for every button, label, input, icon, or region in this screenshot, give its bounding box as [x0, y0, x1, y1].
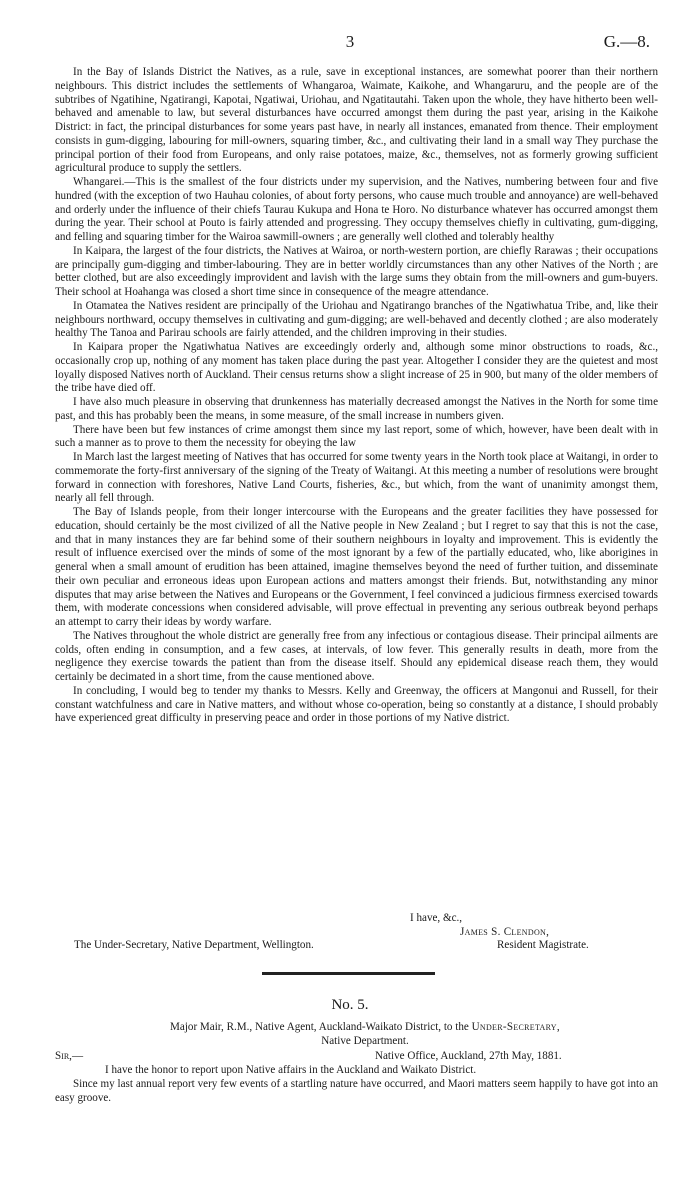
paragraph-conclusion: In concluding, I would beg to tender my thanks to Messrs. Kelly and Greenway, the officers at Mangonui and Russell, for their constant watchfulness and care in Native matters, and without whose co-operation, being so constantly at a distance, I should probably have experienced great difficulty in preserving peace and order in those portions of my Native district. — [55, 684, 658, 725]
addressee: The Under-Secretary, Native Department, Wellington. — [74, 939, 314, 951]
paragraph-kaipara-proper: In Kaipara proper the Ngatiwhatua Natives are exceedingly orderly and, although some minor obstructions to roads, &c., occasionally crop up, nothing of any moment has taken place during the past year. Altogether I consider they are the quietest and most loyally disposed Natives north of Auckland. Their census returns show a slight increase of 25 in 900, but many of the older members of the tribe have died off. — [55, 341, 658, 395]
paragraph-education: The Bay of Islands people, from their longer intercourse with the Europeans and the greater facilities they have possessed for education, should certainly be the most civilized of all the Native people in New Zealand ; but I regret to say that this is not the case, and that in many instances they are far behind some of their southern neighbours in loyalty and improvement. This is evidently the result of influence exercised over the minds of some of the most ignorant by a few of the partially educated, who, like aborigines in general when a small amount of erudition has been attained, imagine themselves beyond the need of further tuition, and disseminate their own peculiar and erroneous ideas upon European actions and matters amongst their friends. But, notwithstanding any minor disputes that may arise between the Natives and Europeans or the Government, I feel convinced a judicious firmness exercised towards them, with moderate concessions when considered advisable, will prove effectual in preventing any serious outbreak beyond perhaps an attempt to carry their ideas by wordy warfare. — [55, 506, 658, 628]
letter-sender: Major Mair, R.M., Native Agent, Auckland-Waikato District, to the — [170, 1021, 469, 1033]
letter-body — [55, 1064, 658, 1105]
letter-heading — [70, 1021, 660, 1049]
document-reference: G.—8. — [603, 32, 650, 51]
signatory-title: Resident Magistrate. — [497, 939, 589, 951]
page-number: 3 — [345, 32, 355, 51]
signature-closing: I have, &c., — [410, 912, 463, 924]
paragraph-kaipara: In Kaipara, the largest of the four districts, the Natives at Wairoa, or north-western portion, are chiefly Rarawas ; their occupations are principally gum-digging and timber-labouring. They are in better worldly circumstances than any other Natives of the North ; are better clothed, but are also exceedingly improvident and lavish with the large sums they obtain from the mill-owners and gum-buyers. Their school at Hoahanga was closed a short time since in consequence of the meagre attendance. — [55, 244, 658, 298]
paragraph-bay-of-islands: In the Bay of Islands District the Natives, as a rule, save in exceptional instances, are somewhat poorer than their northern neighbours. This district includes the settlements of Whangaroa, Waimate, Kaikohe, and Whangaruru, and the people are of the subtribes of Ngatihine, Ngatirangi, Kapotai, Ngatiwai, Uriohau, and Ngatitautahi. Taken upon the whole, they have hitherto been well-behaved and amenable to law, but several disturbances have occurred amongst them during the past year, arising in the Kaikohe District: in fact, the principal disturbances for some years past have, in nearly all instances, emanated from thence. Their employment consists in gum-digging, labouring for mill-owners, squaring timber, &c., and cultivating their land in a small way They purchase the principal portion of their food from Europeans, and only raise potatoes, maize, &c., themselves, not as formerly growing sufficient agricultural produce to supply the settlers. — [55, 66, 658, 175]
place-date: Native Office, Auckland, 27th May, 1881. — [375, 1050, 562, 1062]
paragraph-waitangi-meeting: In March last the largest meeting of Natives that has occurred for some twenty years in the North took place at Waitangi, in order to commemorate the forty-first anniversary of the signing of the Treaty of Waitangi. At this meeting a number of resolutions were brought forward in connection with foreshores, Native Land Courts, fisheries, &c., but which, from the want of unanimity amongst them, nearly all fell through. — [55, 451, 658, 505]
paragraph-drunkenness: I have also much pleasure in observing that drunkenness has materially decreased amongst the Natives in the North for some time past, and this has probably been the means, in some measure, of the small increase in numbers given. — [55, 396, 658, 422]
paragraph-whangarei: Whangarei.—This is the smallest of the four districts under my supervision, and the Natives, numbering between four and five hundred (with the exception of two Hauhau colonies, of about forty persons, who cause much trouble and annoyance) are well-behaved and orderly under the influence of their chiefs Taurau Kukupa and Hona te Horo. No disturbance whatever has occurred amongst them during the year. Their school at Pouto is fairly attended and progressing. They occupy themselves chiefly in cultivating, gum-digging, and felling and squaring timber for the Wairoa sawmill-owners ; are generally well clothed and tolerably healthy — [55, 176, 658, 243]
letter-paragraph: Since my last annual report very few events of a startling nature have occurred, and Maori matters seem happily to have got into an easy groove. — [55, 1077, 658, 1104]
section-number: No. 5. — [331, 997, 369, 1013]
section-divider — [262, 972, 435, 975]
paragraph-health: The Natives throughout the whole district are generally free from any infectious or contagious disease. Their principal ailments are colds, often ending in consumption, and a few cases, at intervals, of low fever. This generally results in death, more from the negligence they exercise towards the patient than from the disease itself. Should any epidemical disease reach them, they would certainly be decimated in a short time, from the cause mentioned above. — [55, 629, 658, 683]
letter-paragraph: I have the honor to report upon Native affairs in the Auckland and Waikato District. — [105, 1064, 477, 1076]
paragraph-otamatea: In Otamatea the Natives resident are principally of the Uriohau and Ngatirango branches of the Ngatiwhatua Tribe, and, like their neighbours northward, occupy themselves in cultivating and gum-digging; are well-behaved and decently clothed ; are also moderately healthy The Tanoa and Parirau schools are fairly attended, and the children improving in their studies. — [55, 299, 658, 340]
paragraph-crime: There have been but few instances of crime amongst them since my last report, some of which, however, have been dealt with in such a manner as to prove to them the necessity for obeying the law — [55, 423, 658, 450]
salutation: Sir,— — [55, 1050, 84, 1062]
signatory-name: James S. Clendon, — [460, 926, 550, 938]
letter-heading-department: Native Department. — [321, 1034, 409, 1047]
report-body — [55, 66, 658, 726]
letter-heading-line — [70, 1021, 660, 1035]
signature-name — [460, 926, 660, 940]
letter-recipient: Under-Secretary, — [471, 1021, 560, 1033]
